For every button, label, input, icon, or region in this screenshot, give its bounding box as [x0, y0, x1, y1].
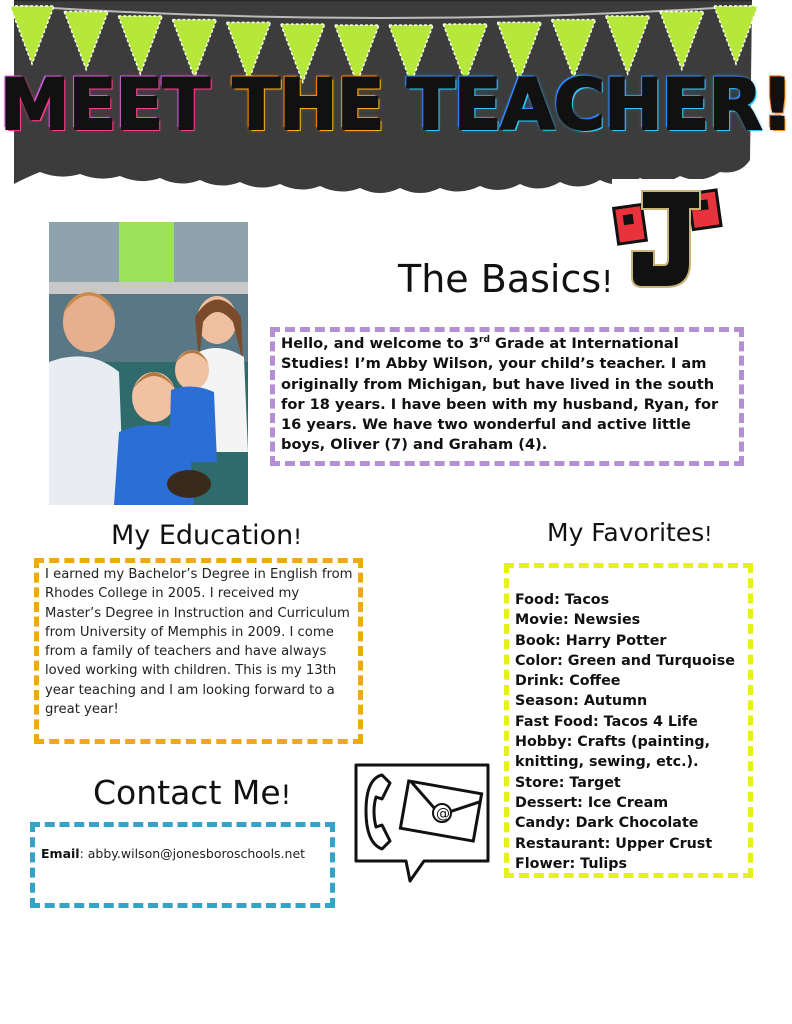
- title-exclamation: !: [761, 64, 792, 146]
- email-address[interactable]: abby.wilson@jonesboroschools.net: [83, 846, 306, 861]
- list-item: Drink: Coffee: [515, 673, 621, 690]
- basics-text-start: Hello, and welcome to 3: [281, 335, 480, 352]
- education-heading: [111, 520, 302, 551]
- list-item: Food: Tacos: [515, 592, 610, 608]
- contact-heading: [93, 773, 291, 812]
- contact-email-line: [41, 846, 305, 861]
- basics-heading: [398, 257, 613, 301]
- list-item: Store: Target: [515, 774, 621, 791]
- title-word-meet: MEET: [0, 64, 210, 146]
- list-item: Movie: Newsies: [515, 612, 641, 629]
- basics-text-rest: Grade at International Studies! I’m Abby Wilson, your child’s teacher. I am originally from Michigan, but have lived in the south for 18 years. I have been with my husband, Ryan, for 16 years. We have two wonderful and active little boys, Oliver (7) and Graham (4).: [281, 335, 719, 454]
- list-item: Color: Green and Turquoise: [515, 652, 735, 669]
- basics-heading-text: The Basics: [398, 257, 602, 301]
- list-item: Flower: Tulips: [515, 855, 628, 872]
- favorites-list: [515, 590, 735, 874]
- svg-text:@: @: [436, 806, 450, 822]
- favorites-heading-text: My Favorites: [547, 518, 705, 547]
- list-item: Restaurant: Upper Crust: [515, 835, 713, 852]
- email-separator: :: [79, 846, 84, 861]
- header-banner: [0, 0, 792, 200]
- list-item: Candy: Dark Chocolate: [515, 815, 699, 832]
- contact-heading-text: Contact Me: [93, 773, 281, 812]
- contact-heading-mark: !: [280, 780, 292, 811]
- list-item: Dessert: Ice Cream: [515, 794, 669, 811]
- education-heading-mark: !: [293, 525, 302, 550]
- education-text: I earned my Bachelor’s Degree in English from Rhodes College in 2005. I received my Master’s Degree in Instruction and Curriculum from University of Memphis in 2009. I come from a family of teachers and have always loved working with children. This is my 13th year teaching and I am looking forward to a great year!: [45, 567, 353, 718]
- family-photo: [49, 222, 248, 505]
- favorites-heading: [547, 518, 712, 547]
- family-photo-illustration: [49, 222, 248, 505]
- list-item: Season: Autumn: [515, 693, 648, 710]
- list-item: Book: Harry Potter: [515, 632, 667, 649]
- page-title: [0, 64, 792, 146]
- list-item: Hobby: Crafts (painting, knitting, sewing, etc.).: [515, 734, 711, 771]
- education-heading-text: My Education: [111, 520, 294, 551]
- list-item: Fast Food: Tacos 4 Life: [515, 713, 698, 730]
- basics-heading-mark: !: [601, 265, 614, 300]
- title-word-the: THE: [232, 64, 384, 146]
- contact-icon-group: [352, 761, 492, 883]
- favorites-heading-mark: !: [704, 522, 713, 546]
- email-label: Email: [41, 846, 80, 861]
- contact-box: [30, 822, 335, 908]
- basics-ordinal-suffix: rd: [479, 335, 490, 346]
- school-logo: [612, 179, 727, 294]
- basics-text: [281, 334, 739, 456]
- letter-j-logo-icon: [612, 179, 727, 294]
- title-word-teacher: TEACHER: [406, 64, 762, 146]
